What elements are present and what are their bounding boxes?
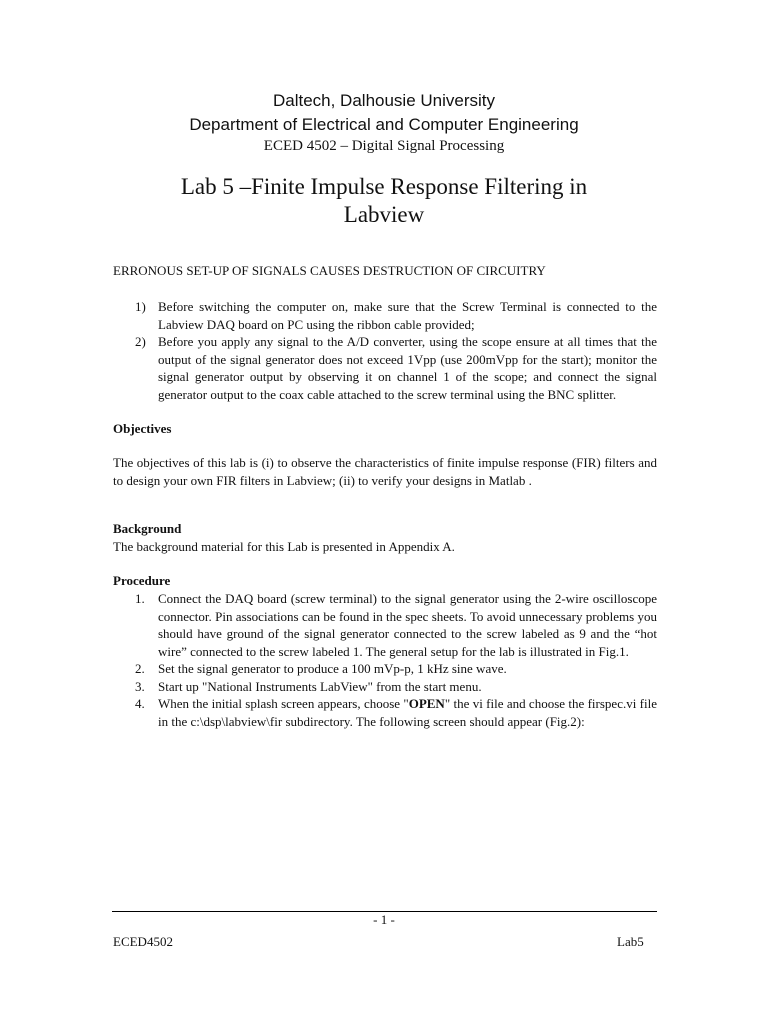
procedure-step-number: 3. (135, 678, 145, 694)
course-title: ECED 4502 – Digital Signal Processing (263, 138, 505, 154)
warning-list (113, 298, 657, 403)
background-text: The background material for this Lab is presented in Appendix A. (113, 539, 455, 554)
procedure-step-text: Set the signal generator to produce a 100 mVp-p, 1 kHz sine wave. (158, 661, 507, 676)
procedure-step (113, 660, 657, 678)
warning-item-number: 2) (135, 334, 146, 349)
procedure-step (113, 678, 657, 696)
department-name: Department of Electrical and Computer Engineering (189, 115, 579, 134)
warning-item (113, 333, 657, 403)
lab-title-line-2: Labview (343, 202, 425, 227)
background-heading: Background (113, 521, 182, 536)
footer-lab-label: Lab5 (617, 934, 644, 949)
warning-item-text: Before you apply any signal to the A/D converter, using the scope ensure at all times that the output of the signal generator does not exceed 1Vpp (use 200mVpp for the start); monitor the signal generator output by observing it on channel 1 of the scope; and connect the signal generator output to the coax cable attached to the screw terminal using the BNC splitter. (158, 334, 657, 402)
procedure-heading: Procedure (113, 573, 171, 588)
objectives-heading: Objectives (113, 421, 172, 436)
warning-heading: ERRONOUS SET-UP OF SIGNALS CAUSES DESTRUCTION OF CIRCUITRY (113, 263, 546, 278)
footer-course-code: ECED4502 (113, 934, 173, 949)
page-number: - 1 - (373, 912, 395, 927)
procedure-step-number: 4. (135, 696, 145, 711)
procedure-step-number: 2. (135, 661, 145, 676)
procedure-step (113, 590, 657, 660)
warning-item-text: Before switching the computer on, make sure that the Screw Terminal is connected to the Labview DAQ board on PC using the ribbon cable provided; (158, 299, 657, 332)
procedure-step-text: Start up "National Instruments LabView" from the start menu. (158, 678, 482, 694)
procedure-step (113, 695, 657, 730)
university-name: Daltech, Dalhousie University (272, 91, 496, 110)
objectives-text: The objectives of this lab is (i) to observe the characteristics of finite impulse response (FIR) filters and to design your own FIR filters in Labview; (ii) to verify your designs in Matlab . (113, 455, 657, 488)
lab-title-line-1: Lab 5 –Finite Impulse Response Filtering in (180, 174, 588, 199)
procedure-step-text: Connect the DAQ board (screw terminal) to the signal generator using the 2-wire oscilloscope connector. Pin associations can be found in the spec sheets. To avoid unnecessary problems you should have ground of the signal generator connected to the screw labeled as 9 and the “hot wire” connected to the screw labeled 1. The general setup for the lab is illustrated in Fig.1. (158, 591, 657, 659)
lab-title (0, 173, 768, 229)
procedure-step-number: 1. (135, 591, 145, 606)
procedure-step-bold: OPEN (408, 696, 445, 711)
procedure-step-text-after: " the vi file and choose the firspec.vi file in the c:\dsp\labview\fir subdirectory. The following screen should appear (Fig.2): (158, 696, 657, 729)
procedure-step-text-before: When the initial splash screen appears, choose " (158, 696, 409, 711)
warning-item (113, 298, 657, 333)
warning-item-number: 1) (135, 299, 146, 314)
procedure-list (113, 590, 657, 730)
